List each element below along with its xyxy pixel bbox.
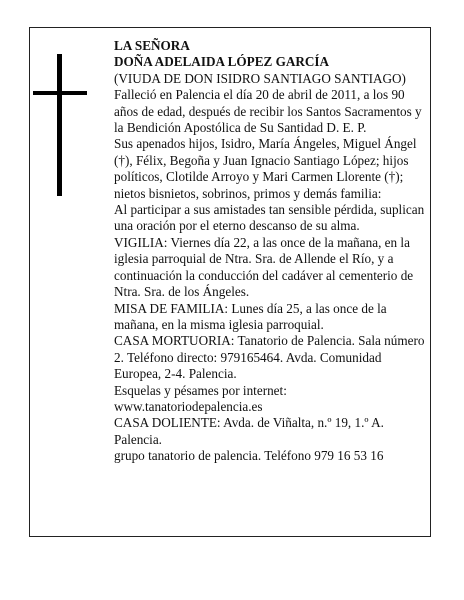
heading: LA SEÑORA — [114, 38, 190, 53]
cross-vertical-bar — [57, 54, 62, 196]
deceased-name: DOÑA ADELAIDA LÓPEZ GARCÍA — [114, 54, 330, 70]
family-paragraph: Sus apenados hijos, Isidro, María Ángeles, Miguel Ángel (†), Félix, Begoña y Juan Ignacio Santiago López; hijos políticos, Clotilde Arroyo y Mari Carmen Llorente (†); nietos bisnietos, sobrinos, primos y demás familia: — [114, 136, 417, 201]
vigil-paragraph: VIGILIA: Viernes día 22, a las once de la mañana, en la iglesia parroquial de Ntra. Sra. de Allende el Río, y a continuación la conducción del cadáver al cementerio de Ntra. Sra. de los Ángeles. — [114, 234, 414, 300]
request-paragraph: Al participar a sus amistades tan sensible pérdida, suplican una oración por el eterno descanso de su alma. — [114, 202, 425, 234]
group-info-paragraph: grupo tanatorio de palencia. Teléfono 979 16 53 16 — [114, 448, 384, 464]
condolences-url: www.tanatoriodepalencia.es — [114, 398, 263, 414]
cross-icon — [33, 54, 87, 196]
obituary-text — [114, 38, 426, 465]
cross-horizontal-bar — [33, 91, 87, 95]
widow-of-line: (VIUDA DE DON ISIDRO SANTIAGO SANTIAGO) — [114, 70, 406, 86]
family-mass-paragraph: MISA DE FAMILIA: Lunes día 25, a las once de la mañana, en la misma iglesia parroquial. — [114, 300, 387, 332]
funeral-home-paragraph: CASA MORTUORIA: Tanatorio de Palencia. Sala número 2. Teléfono directo: 979165464. Avda. Comunidad Europea, 2-4. Palencia. — [114, 333, 425, 382]
death-paragraph: Falleció en Palencia el día 20 de abril de 2011, a los 90 años de edad, después de recibir los Santos Sacramentos y la Bendición Apostólica de Su Santidad D. E. P. — [114, 87, 422, 136]
mourning-house-paragraph: CASA DOLIENTE: Avda. de Viñalta, n.º 19, 1.º A. Palencia. — [114, 415, 384, 447]
condolences-label: Esquelas y pésames por internet: — [114, 382, 287, 398]
